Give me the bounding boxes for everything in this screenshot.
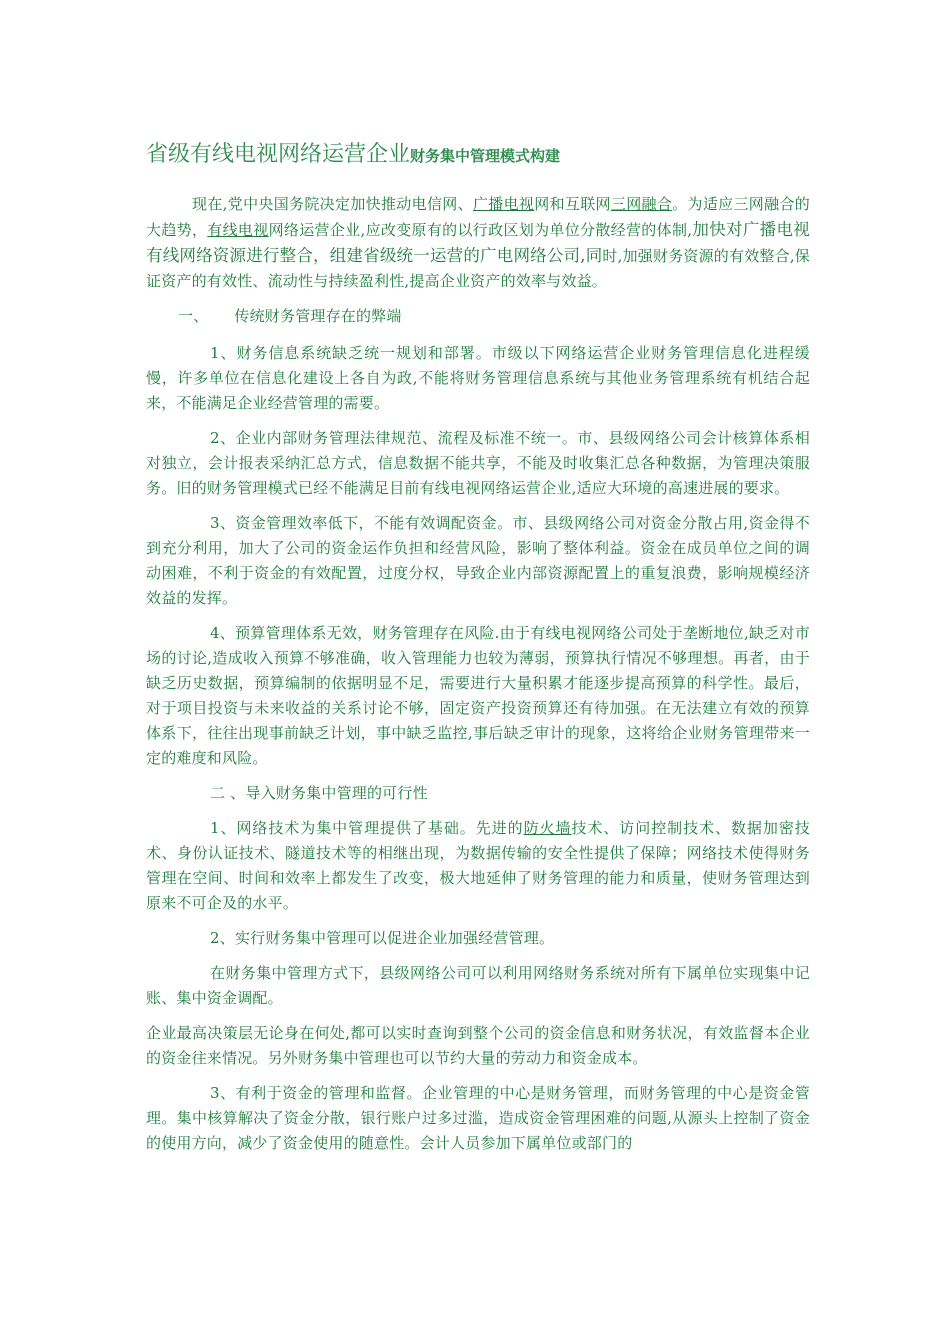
title-main: 省级有线电视网络运营企业 [146, 142, 411, 167]
link-youxian-dianshi[interactable]: 有线电视 [207, 221, 269, 239]
intro-text-2: 网和互联网 [534, 195, 611, 213]
section-1-title: 传统财务管理存在的弊端 [234, 307, 402, 325]
document-title [146, 134, 810, 172]
s2-item-3: 3、有利于资金的管理和监督。企业管理的中心是财务管理，而财务管理的中心是资金管理。集中核算解决了资金分散，银行账户过多过滥，造成资金管理困难的问题,从源头上控制了资金的使用方向，减少了资金使用的随意性。会计人员参加下属单位或部门的 [146, 1084, 810, 1152]
intro-text-1: 现在,党中央国务院决定加快推动电信网、 [192, 195, 473, 213]
intro-paragraph [146, 192, 810, 294]
s2-item-1 [146, 816, 810, 916]
s2-item-1-text-1: 1、网络技术为集中管理提供了基础。先进的 [210, 819, 524, 837]
section-2-heading: 二 、导入财务集中管理的可行性 [210, 784, 428, 802]
intro-text-3: 。为适应三网融合的大趋势， [146, 195, 810, 239]
intro-text-4: 网络运营企业,应改变原有的以行政区划为单位分散经营的体制, [268, 221, 693, 239]
s2-item-2: 2、实行财务集中管理可以促进企业加强经营管理。 [210, 929, 555, 947]
s1-item-3: 3、资金管理效率低下，不能有效调配资金。市、县级网络公司对资金分散占用,资金得不到充分利用，加大了公司的资金运作负担和经营风险，影响了整体利益。资金在成员单位之间的调动困难，不利于资金的有效配置，过度分权，导致企业内部资源配置上的重复浪费，影响规模经济效益的发挥。 [146, 514, 810, 607]
link-guangbo-dianshi[interactable]: 广播电视 [472, 195, 535, 213]
section-1-heading [146, 304, 810, 329]
document-body [146, 134, 810, 1166]
link-sanwang-ronghe[interactable]: 三网融合 [610, 195, 673, 213]
s1-item-1: 1、财务信息系统缺乏统一规划和部署。市级以下网络运营企业财务管理信息化进程缓慢，许多单位在信息化建设上各自为政,不能将财务管理信息系统与其他业务管理系统有机结合起来，不能满足企业经营管理的需要。 [146, 344, 810, 412]
intro-text-5: 加快对广播电视有线网络资源进行整合，组建省级统一运营的广电网络公司,同 [146, 220, 810, 265]
title-sub: 财务集中管理模式构建 [410, 147, 561, 165]
link-fanghuoqiang[interactable]: 防火墙 [523, 819, 572, 837]
section-1-number: 一、 [178, 307, 209, 325]
s2-paragraph-1: 在财务集中管理方式下，县级网络公司可以利用网络财务系统对所有下属单位实现集中记账、集中资金调配。 [146, 964, 810, 1007]
s1-item-4: 4、预算管理体系无效，财务管理存在风险.由于有线电视网络公司处于垄断地位,缺乏对市场的讨论,造成收入预算不够准确，收入管理能力也较为薄弱，预算执行情况不够理想。再者，由于缺乏历史数据，预算编制的依据明显不足，需要进行大量积累才能逐步提高预算的科学性。最后，对于项目投资与未来收益的关系讨论不够，固定资产投资预算还有待加强。在无法建立有效的预算体系下，往往出现事前缺乏计划，事中缺乏监控,事后缺乏审计的现象，这将给企业财务管理带来一定的难度和风险。 [146, 624, 810, 767]
s1-item-2: 2、企业内部财务管理法律规范、流程及标准不统一。市、县级网络公司会计核算体系相对独立，会计报表采纳汇总方式，信息数据不能共享，不能及时收集汇总各种数据，为管理决策服务。旧的财务管理模式已经不能满足目前有线电视网络运营企业,适应大环境的高速进展的要求。 [146, 429, 810, 497]
intro-text-6: 时,加强财务资源的有效整合,保证资产的有效性、流动性与持续盈利性,提高企业资产的效率与效益。 [146, 247, 810, 290]
s2-item-1-text-2: 技术、访问控制技术、数据加密技术、身份认证技术、隧道技术等的相继出现，为数据传输的安全性提供了保障；网络技术使得财务管理在空间、时间和效率上都发生了改变，极大地延伸了财务管理的能力和质量，使财务管理达到原来不可企及的水平。 [146, 819, 810, 912]
s2-paragraph-2: 企业最高决策层无论身在何处,都可以实时查询到整个公司的资金信息和财务状况，有效监督本企业的资金往来情况。另外财务集中管理也可以节约大量的劳动力和资金成本。 [146, 1024, 810, 1067]
